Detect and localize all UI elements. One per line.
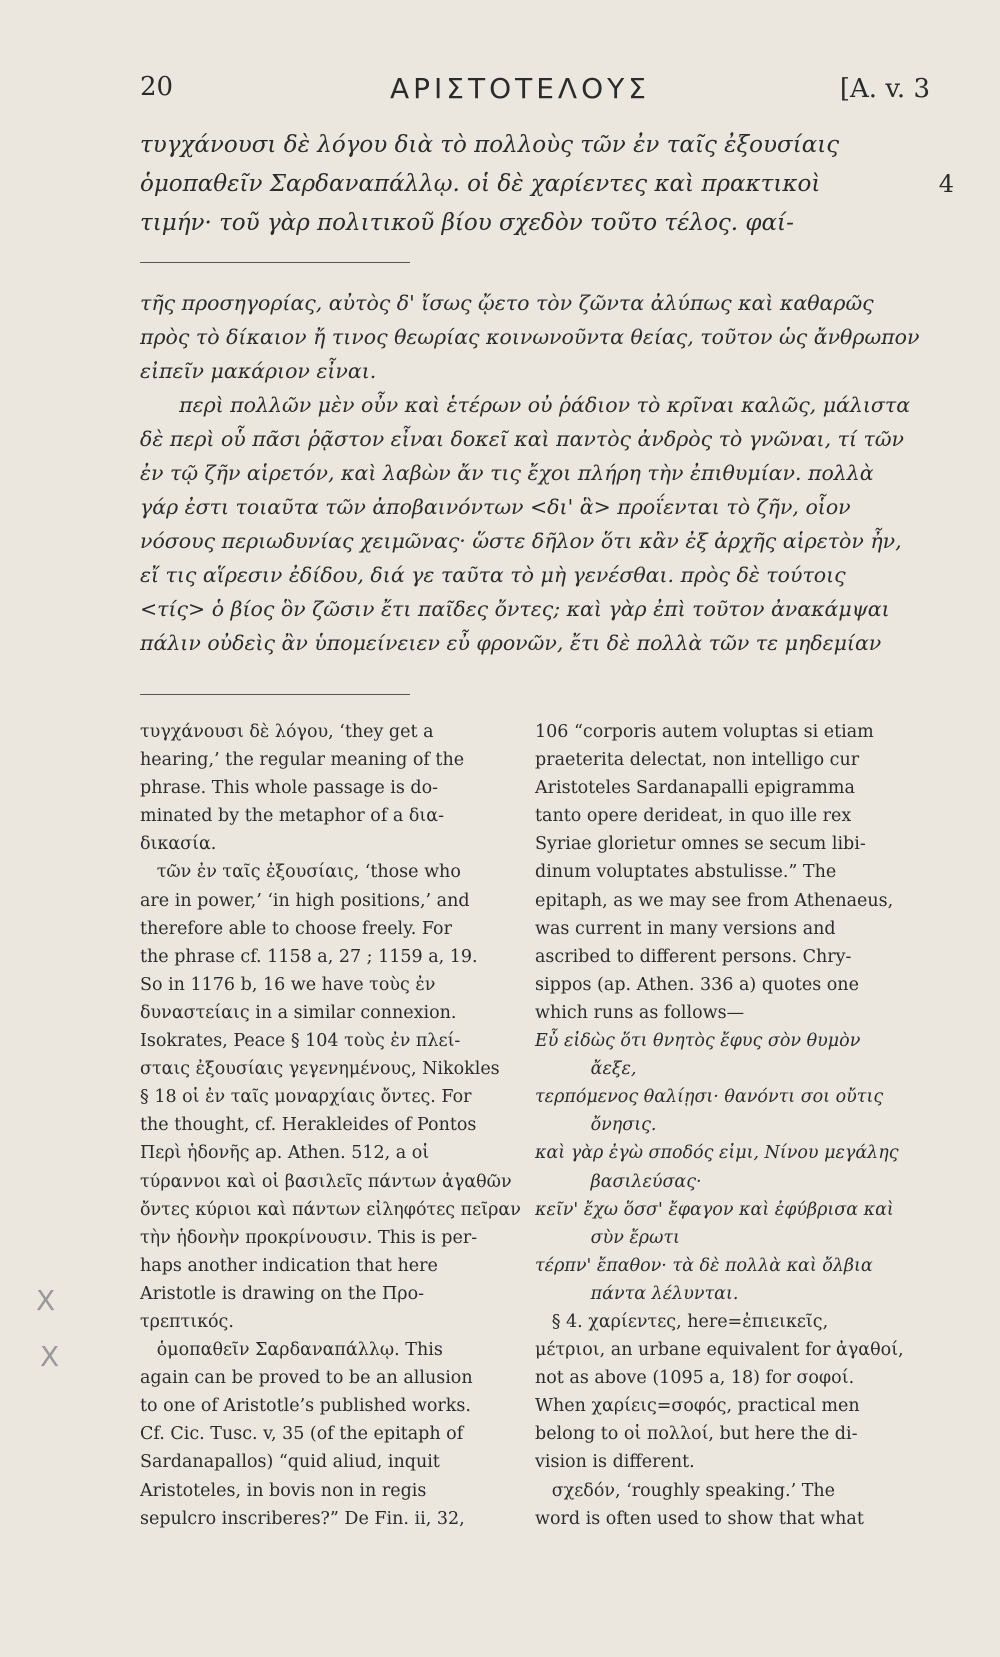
text-line: the phrase cf. 1158 a, 27 ; 1159 a, 19. xyxy=(140,946,478,967)
epigram-line: τερπόμενος θαλίῃσι· θανόντι σοι οὔτις xyxy=(535,1087,884,1108)
divider-rule xyxy=(140,694,410,695)
text-line: haps another indication that here xyxy=(140,1255,438,1276)
text-line: τύραννοι καὶ οἱ βασιλεῖς πάντων ἀγαθῶν xyxy=(140,1171,512,1192)
text-line: δικασία. xyxy=(140,834,217,855)
text-line: hearing,’ the regular meaning of the xyxy=(140,750,465,771)
text-line: Isokrates, Peace § 104 τοὺς ἐν πλεί- xyxy=(140,1031,461,1052)
text-line: Sardanapallos) “quid aliud, inquit xyxy=(140,1452,440,1473)
epigram-line: κεῖν' ἔχω ὅσσ' ἔφαγον καὶ ἐφύβρισα καὶ xyxy=(535,1199,894,1220)
epigram-line: σὺν ἔρωτι xyxy=(535,1227,680,1248)
text-line: epitaph, as we may see from Athenaeus, xyxy=(535,890,894,911)
text-line: νόσους περιωδυνίας χειμῶνας· ὥστε δῆλον ὅτι κἂν ἐξ ἀρχῆς αἱρετὸν ἦν, xyxy=(140,529,902,553)
text-line: Περὶ ἡδονῆς ap. Athen. 512, a οἱ xyxy=(140,1143,430,1164)
text-line: δὲ περὶ οὗ πᾶσι ῥᾷστον εἶναι δοκεῖ καὶ παντὸς ἀνδρὸς τὸ γνῶναι, τί τῶν xyxy=(140,427,905,451)
text-line: μέτριοι, an urbane equivalent for ἀγαθοί, xyxy=(535,1340,904,1361)
greek-fragment-text xyxy=(140,286,935,660)
text-line: not as above (1095 a, 18) for σοφοί. xyxy=(535,1368,855,1389)
text-line: tanto opere derideat, in quo ille rex xyxy=(535,806,852,827)
text-line: τῆς προσηγορίας, αὐτὸς δ' ἴσως ᾤετο τὸν ζῶντα ἀλύπως καὶ καθαρῶς xyxy=(140,291,874,315)
text-line: praeterita delectat, non intelligo cur xyxy=(535,750,860,771)
text-line: 106 “corporis autem voluptas si etiam xyxy=(535,722,874,742)
text-line: τρεπτικός. xyxy=(140,1311,234,1332)
text-line: word is often used to show that what xyxy=(535,1508,864,1529)
text-line: belong to οἱ πολλοί, but here the di- xyxy=(535,1424,858,1445)
page-header xyxy=(140,72,930,112)
text-line: περὶ πολλῶν μὲν οὖν καὶ ἑτέρων οὐ ῥάδιον τὸ κρῖναι καλῶς, μάλιστα xyxy=(140,393,911,417)
text-line: § 4. χαρίεντες, here=ἐπιεικεῖς, xyxy=(535,1311,829,1332)
pencil-x-mark: X xyxy=(36,1284,56,1317)
divider-rule xyxy=(140,262,410,263)
epigram-line: καὶ γὰρ ἐγὼ σποδός εἰμι, Νίνου μεγάλης xyxy=(535,1143,899,1164)
text-line xyxy=(140,165,954,204)
text-line: ὄντες κύριοι καὶ πάντων εἰληφότες πεῖραν xyxy=(140,1199,521,1220)
epigram-line: ἄεξε, xyxy=(535,1059,637,1080)
text-line: Aristotle is drawing on the Προ- xyxy=(140,1283,425,1304)
text-line: γάρ ἐστι τοιαῦτα τῶν ἀποβαινόντων <δι' ἃ> προΐενται τὸ ζῆν, οἷον xyxy=(140,495,851,519)
running-title: ΑΡΙΣΤΟΤΕΛΟΥΣ xyxy=(390,72,650,105)
text-line: δυναστείαις in a similar connexion. xyxy=(140,1002,457,1023)
text-line: <τίς> ὁ βίος ὃν ζῶσιν ἔτι παῖδες ὄντες; καὶ γὰρ ἐπὶ τοῦτον ἀνακάμψαι xyxy=(140,597,890,621)
commentary-left-column xyxy=(140,718,521,1533)
text-line: to one of Aristotle’s published works. xyxy=(140,1396,471,1417)
text-line: σταις ἐξουσίαις γεγενημένους, Nikokles xyxy=(140,1059,500,1080)
text-line: vision is different. xyxy=(535,1452,695,1473)
text-line: So in 1176 b, 16 we have τοὺς ἐν xyxy=(140,974,436,995)
text-line: again can be proved to be an allusion xyxy=(140,1368,473,1389)
text-line: εἴ τις αἵρεσιν ἐδίδου, διά γε ταῦτα τὸ μὴ γενέσθαι. πρὸς δὲ τούτοις xyxy=(140,563,846,587)
text-line: τὴν ἡδονὴν προκρίνουσιν. This is per- xyxy=(140,1227,478,1248)
text-line: are in power,’ ‘in high positions,’ and xyxy=(140,890,470,911)
text-line: which runs as follows— xyxy=(535,1002,745,1023)
text-line: Cf. Cic. Tusc. v, 35 (of the epitaph of xyxy=(140,1424,464,1445)
text-line: τυγχάνουσι δὲ λόγου, ‘they get a xyxy=(140,722,434,742)
epigram-line: ὄνησις. xyxy=(535,1115,657,1136)
text-line: phrase. This whole passage is do- xyxy=(140,778,439,799)
text-line: dinum voluptates abstulisse.” The xyxy=(535,862,837,883)
text-line: the thought, cf. Herakleides of Pontos xyxy=(140,1115,477,1136)
margin-line-number: 4 xyxy=(938,170,954,198)
epigram-line: Εὖ εἰδὼς ὅτι θνητὸς ἔφυς σὸν θυμὸν xyxy=(535,1031,861,1052)
text-line: § 18 οἱ ἐν ταῖς μοναρχίαις ὄντες. For xyxy=(140,1087,472,1108)
text-line: ὁμοπαθεῖν Σαρδαναπάλλῳ. This xyxy=(140,1340,443,1361)
text-line: sepulcro inscriberes?” De Fin. ii, 32, xyxy=(140,1508,465,1529)
epigram-line: βασιλεύσας· xyxy=(535,1171,702,1192)
text-line: σχεδόν, ‘roughly speaking.’ The xyxy=(535,1480,836,1501)
text-line: ἐν τῷ ζῆν αἱρετόν, καὶ λαβὼν ἄν τις ἔχοι πλήρη τὴν ἐπιθυμίαν. πολλὰ xyxy=(140,461,874,485)
text-line: minated by the metaphor of a δια- xyxy=(140,806,444,827)
text-line: therefore able to choose freely. For xyxy=(140,918,452,939)
commentary-right-column xyxy=(535,718,915,1533)
greek-main-text xyxy=(140,126,954,243)
text-line: When χαρίεις=σοφός, practical men xyxy=(535,1396,860,1417)
text-line: τυγχάνουσι δὲ λόγου διὰ τὸ πολλοὺς τῶν ἐν ταῖς ἐξουσίαις xyxy=(140,132,840,158)
epigram-line: τέρπν' ἔπαθον· τὰ δὲ πολλὰ καὶ ὄλβια xyxy=(535,1255,873,1276)
text-line-content: ὁμοπαθεῖν Σαρδαναπάλλῳ. οἱ δὲ χαρίεντες καὶ πρακτικοὶ xyxy=(140,171,821,197)
text-line: ascribed to different persons. Chry- xyxy=(535,946,852,967)
text-line: sippos (ap. Athen. 336 a) quotes one xyxy=(535,974,859,995)
pencil-x-mark: X xyxy=(40,1340,60,1373)
text-line: πρὸς τὸ δίκαιον ἤ τινος θεωρίας κοινωνοῦντα θείας, τοῦτον ὡς ἄνθρωπον xyxy=(140,325,920,349)
text-line: πάλιν οὐδεὶς ἂν ὑπομείνειεν εὖ φρονῶν, ἔτι δὲ πολλὰ τῶν τε μηδεμίαν xyxy=(140,631,882,655)
text-line: τιμήν· τοῦ γὰρ πολιτικοῦ βίου σχεδὸν τοῦτο τέλος. φαί- xyxy=(140,210,794,236)
text-line: εἰπεῖν μακάριον εἶναι. xyxy=(140,359,377,383)
text-line: τῶν ἐν ταῖς ἐξουσίαις, ‘those who xyxy=(140,862,461,883)
section-reference: [A. v. 3 xyxy=(839,74,930,104)
text-line: Aristoteles, in bovis non in regis xyxy=(140,1480,427,1501)
text-line: Syriae glorietur omnes se secum libi- xyxy=(535,834,866,855)
epigram-line: πάντα λέλυνται. xyxy=(535,1283,739,1304)
text-line: was current in many versions and xyxy=(535,918,836,939)
page-number: 20 xyxy=(140,72,174,102)
text-line: Aristoteles Sardanapalli epigramma xyxy=(535,778,855,799)
